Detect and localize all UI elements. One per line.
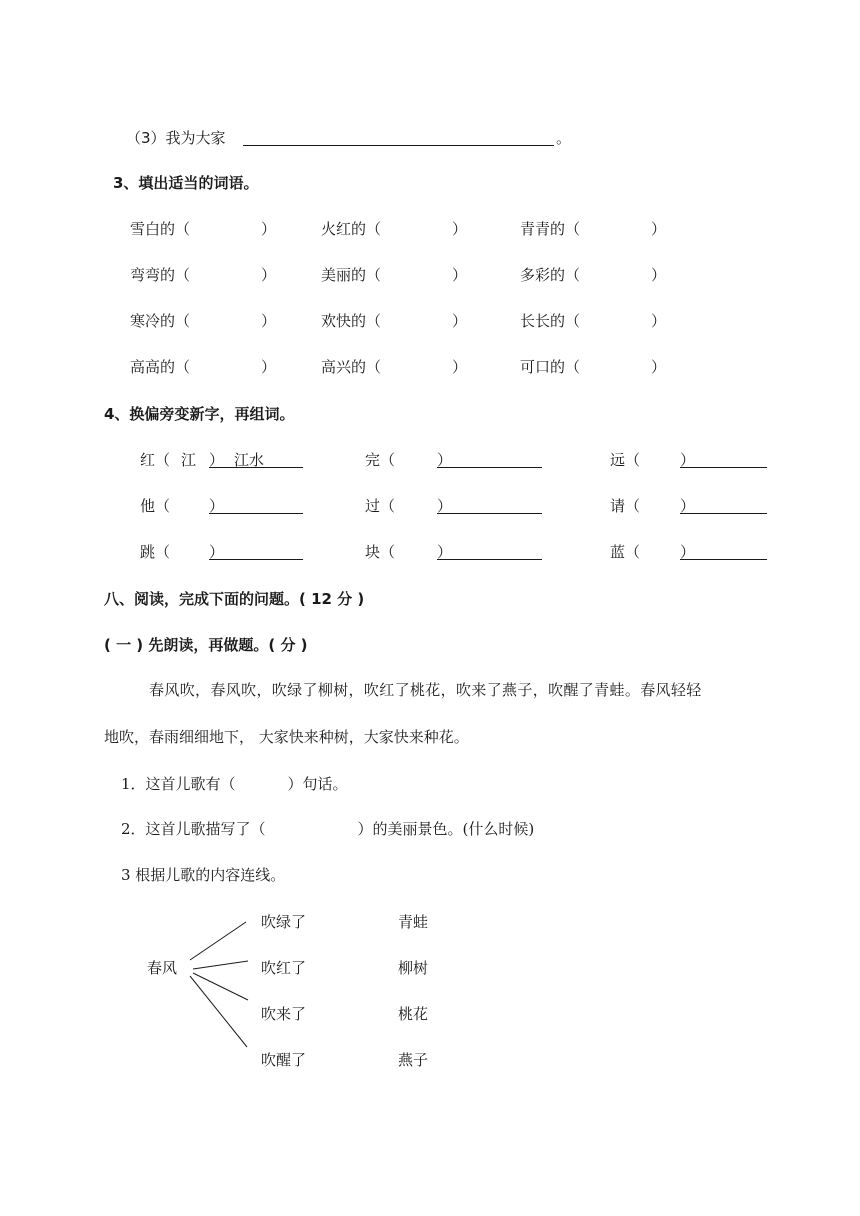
radical-close: ）: [209, 451, 225, 469]
radical-char: 蓝（: [610, 543, 641, 561]
fill-word-label: 欢快的（: [321, 312, 382, 330]
fill-word-close: ）: [261, 220, 277, 238]
fill-word-label: 可口的（: [520, 358, 581, 376]
question-1-pre: 1．这首儿歌有（: [121, 775, 236, 793]
match-left-item[interactable]: 吹醒了: [261, 1051, 307, 1069]
radical-close: ）: [437, 543, 453, 561]
radical-char: 红（: [140, 451, 171, 469]
item3-end: 。: [556, 129, 572, 147]
radical-char: 他（: [140, 497, 171, 515]
fill-word-close: ）: [651, 358, 667, 376]
radical-close: ）: [437, 451, 453, 469]
fill-word-close: ）: [452, 266, 468, 284]
match-right-item[interactable]: 青蛙: [398, 913, 429, 931]
radical-close: ）: [209, 497, 225, 515]
fill-word-close: ）: [261, 312, 277, 330]
radical-close: ）: [680, 543, 696, 561]
connector-line-2: [193, 961, 248, 969]
fill-word-close: ）: [651, 220, 667, 238]
fill-word-label: 高兴的（: [321, 358, 382, 376]
section8-subtitle: ( 一 ) 先朗读，再做题。( 分 ): [104, 636, 308, 654]
fill-word-close: ）: [651, 312, 667, 330]
match-left-item[interactable]: 吹红了: [261, 959, 307, 977]
fill-word-close: ）: [452, 312, 468, 330]
match-source: 春风: [147, 959, 178, 977]
fill-word-label: 多彩的（: [520, 266, 581, 284]
radical-char: 远（: [610, 451, 641, 469]
radical-char: 跳（: [140, 543, 171, 561]
fill-word-label: 火红的（: [321, 220, 382, 238]
poem-line-2: 地吹，春雨细细地下， 大家快来种树，大家快来种花。: [104, 728, 469, 746]
match-right-item[interactable]: 桃花: [398, 1005, 429, 1023]
question-3: 3 根据儿歌的内容连线。: [121, 866, 286, 884]
radical-word[interactable]: 江水: [234, 451, 265, 469]
poem-line-1: 春风吹，春风吹，吹绿了柳树，吹红了桃花，吹来了燕子，吹醒了青蛙。春风轻轻: [149, 681, 702, 699]
section3-title: 3、填出适当的词语。: [113, 174, 259, 192]
question-2-pre: 2．这首儿歌描写了（: [121, 820, 266, 838]
fill-word-close: ）: [651, 266, 667, 284]
radical-close: ）: [680, 497, 696, 515]
question-2-post: ）的美丽景色。(什么时候): [357, 820, 535, 838]
radical-new-char[interactable]: 江: [181, 451, 197, 469]
fill-word-label: 青青的（: [520, 220, 581, 238]
section8-title: 八、阅读，完成下面的问题。( 12 分 ): [104, 590, 365, 608]
item3-label: （3）我为大家: [126, 129, 226, 147]
fill-word-close: ）: [261, 266, 277, 284]
radical-close: ）: [209, 543, 225, 561]
fill-word-close: ）: [261, 358, 277, 376]
connector-line-4: [190, 976, 247, 1047]
match-left-item[interactable]: 吹绿了: [261, 913, 307, 931]
connector-line-1: [190, 922, 246, 960]
radical-char: 完（: [365, 451, 396, 469]
fill-word-close: ）: [452, 220, 468, 238]
fill-word-close: ）: [452, 358, 468, 376]
radical-close: ）: [680, 451, 696, 469]
radical-char: 请（: [610, 497, 641, 515]
section4-title: 4、换偏旁变新字，再组词。: [104, 405, 295, 423]
fill-word-label: 美丽的（: [321, 266, 382, 284]
question-1-post: ）句话。: [287, 775, 348, 793]
radical-close: ）: [437, 497, 453, 515]
radical-char: 过（: [365, 497, 396, 515]
fill-word-label: 寒冷的（: [130, 312, 191, 330]
fill-word-label: 长长的（: [520, 312, 581, 330]
connector-line-3: [193, 973, 248, 1000]
fill-word-label: 高高的（: [130, 358, 191, 376]
match-right-item[interactable]: 燕子: [398, 1051, 429, 1069]
fill-word-label: 雪白的（: [130, 220, 191, 238]
match-right-item[interactable]: 柳树: [398, 959, 429, 977]
radical-char: 块（: [365, 543, 396, 561]
fill-word-label: 弯弯的（: [130, 266, 191, 284]
match-left-item[interactable]: 吹来了: [261, 1005, 307, 1023]
